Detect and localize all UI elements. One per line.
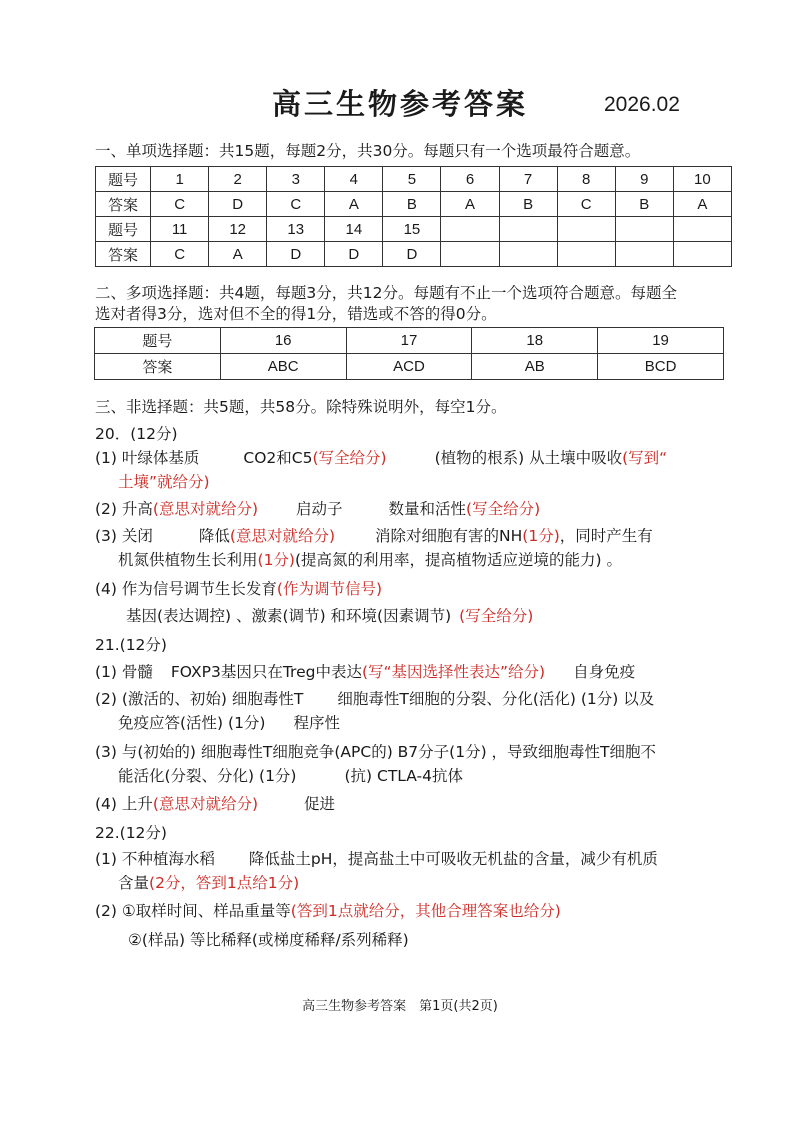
answer-text: 启动子: [296, 500, 343, 518]
answer-cell: A: [209, 242, 267, 267]
answer-text: (抗) CTLA-4抗体: [344, 767, 464, 785]
question-number: 4: [325, 167, 383, 192]
answer-text: 免疫应答(活性) (1分): [118, 714, 266, 732]
answer-text: 自身免疫: [573, 663, 636, 681]
grading-note: (写到“: [622, 449, 668, 467]
answer-cell: B: [499, 192, 557, 217]
grading-note: (写全给分): [312, 449, 387, 467]
answer-cell: A: [441, 192, 499, 217]
question-number: 8: [557, 167, 615, 192]
q20-line3: [95, 524, 653, 548]
question-number: 10: [673, 167, 731, 192]
answer-text: (植物的根系) 从土壤中吸收: [434, 449, 623, 467]
answer-text: 基因(表达调控) 、激素(调节) 和环境(因素调节): [126, 607, 452, 625]
question-number: 2: [209, 167, 267, 192]
row-label: 题号: [95, 328, 221, 354]
q21-line4: (3) 与(初始的) 细胞毒性T细胞竞争(APC的) B7分子(1分) ，导致细胞毒性T细胞不: [95, 743, 657, 761]
question-number: 9: [615, 167, 673, 192]
q21-line3: [118, 711, 340, 735]
q20-line6: [126, 604, 533, 628]
answer-text: (1) 骨髓: [95, 663, 153, 681]
answer-text: 细胞毒性T细胞的分裂、分化(活化) (1分) 以及: [337, 690, 655, 708]
q21-line5: [118, 764, 463, 788]
row-label: 题号: [96, 217, 151, 242]
table-row: [96, 217, 732, 242]
q22-line4: ②(样品) 等比稀释(或梯度稀释/系列稀释): [128, 931, 409, 949]
answer-text: (1) 叶绿体基质: [95, 449, 200, 467]
multi-choice-table: [94, 327, 724, 380]
question-number: 17: [346, 328, 472, 354]
q20-title: 20．(12分): [95, 425, 178, 443]
grading-note: (1分): [257, 551, 295, 569]
question-number: 16: [220, 328, 346, 354]
answer-cell: D: [209, 192, 267, 217]
answer-text: 含量: [118, 874, 150, 892]
question-number: [441, 217, 499, 242]
question-number: 14: [325, 217, 383, 242]
answer-cell: C: [557, 192, 615, 217]
answer-text: 降低盐土pH，提高盐土中可吸收无机盐的含量，减少有机质: [248, 850, 658, 868]
grading-note: (2分，答到1点给1分): [149, 874, 300, 892]
table-row: [95, 354, 724, 380]
answer-cell: [673, 242, 731, 267]
table-row: [96, 167, 732, 192]
grading-note: (写全给分): [466, 500, 541, 518]
section3-heading: 三、非选择题：共5题，共58分。除特殊说明外，每空1分。: [95, 398, 507, 416]
single-choice-table: [95, 166, 732, 267]
question-number: 5: [383, 167, 441, 192]
answer-cell: [615, 242, 673, 267]
q21-line6: [95, 792, 335, 816]
answer-text: 数量和活性: [388, 500, 467, 518]
row-label: 题号: [96, 167, 151, 192]
answer-text: ，同时产生有: [559, 527, 653, 545]
answer-text: (2) ①取样时间、样品重量等: [95, 902, 291, 920]
grading-note: (写全给分): [459, 607, 534, 625]
answer-text: (4) 作为信号调节生长发育: [95, 580, 277, 598]
q22-line2: [118, 871, 299, 895]
answer-cell: C: [151, 242, 209, 267]
row-label: 答案: [96, 192, 151, 217]
table-row: [96, 242, 732, 267]
answer-text: (1) 不种植海水稻: [95, 850, 215, 868]
question-number: 3: [267, 167, 325, 192]
section1-heading: 一、单项选择题：共15题，每题2分，共30分。每题只有一个选项最符合题意。: [95, 142, 641, 160]
question-number: 15: [383, 217, 441, 242]
section2-heading-line1: 二、多项选择题：共4题，每题3分，共12分。每题有不止一个选项符合题意。每题全: [95, 284, 677, 302]
answer-cell: A: [325, 192, 383, 217]
question-number: [673, 217, 731, 242]
answer-text: (3) 关闭: [95, 527, 153, 545]
answer-cell: D: [325, 242, 383, 267]
answer-cell: BCD: [598, 354, 724, 380]
answer-cell: ABC: [220, 354, 346, 380]
answer-text: (提高氮的利用率，提高植物适应逆境的能力) 。: [294, 551, 623, 569]
question-number: [499, 217, 557, 242]
answer-cell: C: [267, 192, 325, 217]
answer-cell: AB: [472, 354, 598, 380]
grading-note: (意思对就给分): [152, 500, 258, 518]
answer-cell: D: [383, 242, 441, 267]
answer-text: 机氮供植物生长利用: [118, 551, 258, 569]
q21-title: 21.(12分): [95, 636, 167, 654]
q22-line1: [95, 847, 658, 871]
question-number: [557, 217, 615, 242]
q20-line2: [95, 497, 540, 521]
grading-note: 土壤”就给分): [118, 473, 210, 491]
question-number: 18: [472, 328, 598, 354]
table-row: [95, 328, 724, 354]
answer-text: (4) 上升: [95, 795, 153, 813]
answer-text: 促进: [304, 795, 336, 813]
question-number: 19: [598, 328, 724, 354]
answer-text: (2) (激活的、初始) 细胞毒性T: [95, 690, 304, 708]
row-label: 答案: [95, 354, 221, 380]
exam-date: 2026.02: [604, 93, 680, 116]
grading-note: (作为调节信号): [276, 580, 382, 598]
q20-line5: [95, 577, 382, 601]
question-number: [615, 217, 673, 242]
answer-cell: C: [151, 192, 209, 217]
grading-note: (写“基因选择性表达”给分): [361, 663, 546, 681]
q21-line1: [95, 660, 635, 684]
answer-cell: B: [615, 192, 673, 217]
answer-text: 程序性: [293, 714, 340, 732]
question-number: 6: [441, 167, 499, 192]
row-label: 答案: [96, 242, 151, 267]
answer-text: 能活化(分裂、分化) (1分): [118, 767, 297, 785]
page-title: 高三生物参考答案: [271, 87, 528, 121]
section2-heading-line2: 选对者得3分，选对但不全的得1分，错选或不答的得0分。: [95, 305, 497, 323]
answer-text: CO2和C5: [243, 449, 313, 467]
answer-cell: ACD: [346, 354, 472, 380]
question-number: 12: [209, 217, 267, 242]
q22-line3: [95, 899, 561, 923]
answer-cell: [499, 242, 557, 267]
answer-cell: A: [673, 192, 731, 217]
grading-note: (意思对就给分): [152, 795, 258, 813]
answer-cell: [441, 242, 499, 267]
answer-cell: [557, 242, 615, 267]
q22-title: 22.(12分): [95, 824, 167, 842]
answer-text: FOXP3基因只在Treg中表达: [170, 663, 362, 681]
question-number: 11: [151, 217, 209, 242]
answer-cell: B: [383, 192, 441, 217]
grading-note: (1分): [522, 527, 560, 545]
q20-line4: [118, 548, 622, 572]
question-number: 13: [267, 217, 325, 242]
answer-text: (2) 升高: [95, 500, 153, 518]
answer-text: 消除对细胞有害的NH: [375, 527, 523, 545]
q20-line1: [95, 446, 667, 470]
question-number: 1: [151, 167, 209, 192]
grading-note: (答到1点就给分，其他合理答案也给分): [290, 902, 561, 920]
question-number: 7: [499, 167, 557, 192]
answer-text: 降低: [198, 527, 230, 545]
answer-cell: D: [267, 242, 325, 267]
page-footer: 高三生物参考答案 第1页(共2页): [302, 999, 498, 1014]
table-row: [96, 192, 732, 217]
q21-line2: [95, 687, 654, 711]
grading-note: (意思对就给分): [229, 527, 336, 545]
